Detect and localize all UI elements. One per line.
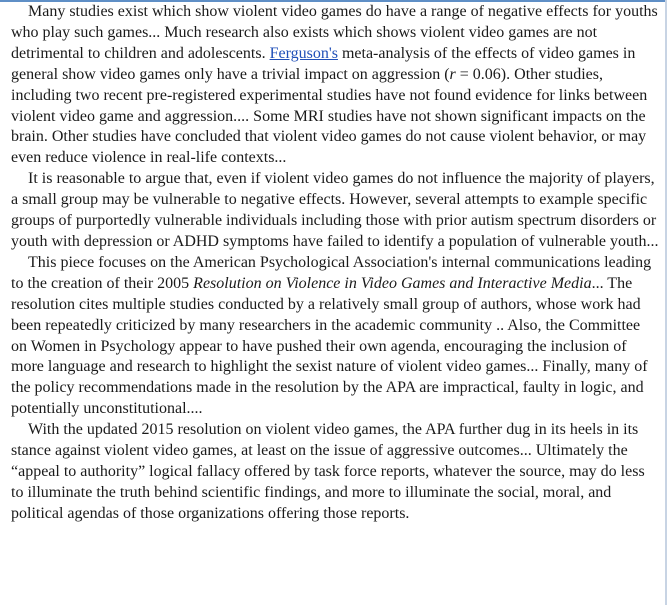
paragraph-3-text-1: This piece focuses on the American Psychological Association's internal communications leading to the creation of their 2005 [11,253,652,292]
paragraph-4-text: With the updated 2015 resolution on violent video games, the APA further dug in its heels in its stance against violent video games, at least on the issue of aggressive outcomes... Ultimately the “appeal to authority” logical fallacy offered by task force reports, whatever the source, may do less to illuminate the truth behind scientific findings, and more to illuminate the social, moral, and political agendas of those organizations offering those reports. [11,421,645,522]
resolution-title: Resolution on Violence in Video Games and Interactive Media [193,274,592,292]
document-body [11,2,659,525]
paragraph-3 [11,253,659,420]
paragraph-2 [11,169,659,253]
paragraph-3-text-2: ... The resolution cites multiple studies conducted by a relatively small group of authors, whose work had been repeatedly criticized by many researchers in the academic community .. Also, the Committee on Women in Psychology appear to have pushed their own agenda, encouraging the inclusion of more language and research to highlight the sexist nature of violent video games... Finally, many of the policy recommendations made in the resolution by the APA are impractical, faulty in logic, and potentially unconstitutional.... [11,274,648,418]
paragraph-1 [11,2,659,169]
ferguson-link[interactable]: Ferguson's [269,44,338,62]
paragraph-1-text-1: Many studies exist which show violent video games do have a range of negative effects for youths who play such games... Much research also exists which shows violent video games are not detrimental to children and adolescents. [11,3,658,62]
paragraph-1-text-2: meta-analysis of the effects of video games in general show video games only have a trivial impact on aggression ( [11,44,636,83]
statistic-symbol: r [449,65,456,83]
paragraph-2-text: It is reasonable to argue that, even if violent video games do not influence the majority of players, a small group may be vulnerable to negative effects. However, several attempts to example specific groups of purportedly vulnerable individuals including those with prior autism spectrum disorders or youth with depression or ADHD symptoms have failed to identify a population of vulnerable youth... [11,170,659,250]
paragraph-4 [11,420,659,525]
paragraph-1-text-3: = 0.06). Other studies, including two recent pre-registered experimental studies have not found evidence for links between violent video game and aggression.... Some MRI studies have not shown significant impacts on the brain. Other studies have concluded that violent video games do not cause violent behavior, or may even reduce violence in real-life contexts... [11,65,648,167]
